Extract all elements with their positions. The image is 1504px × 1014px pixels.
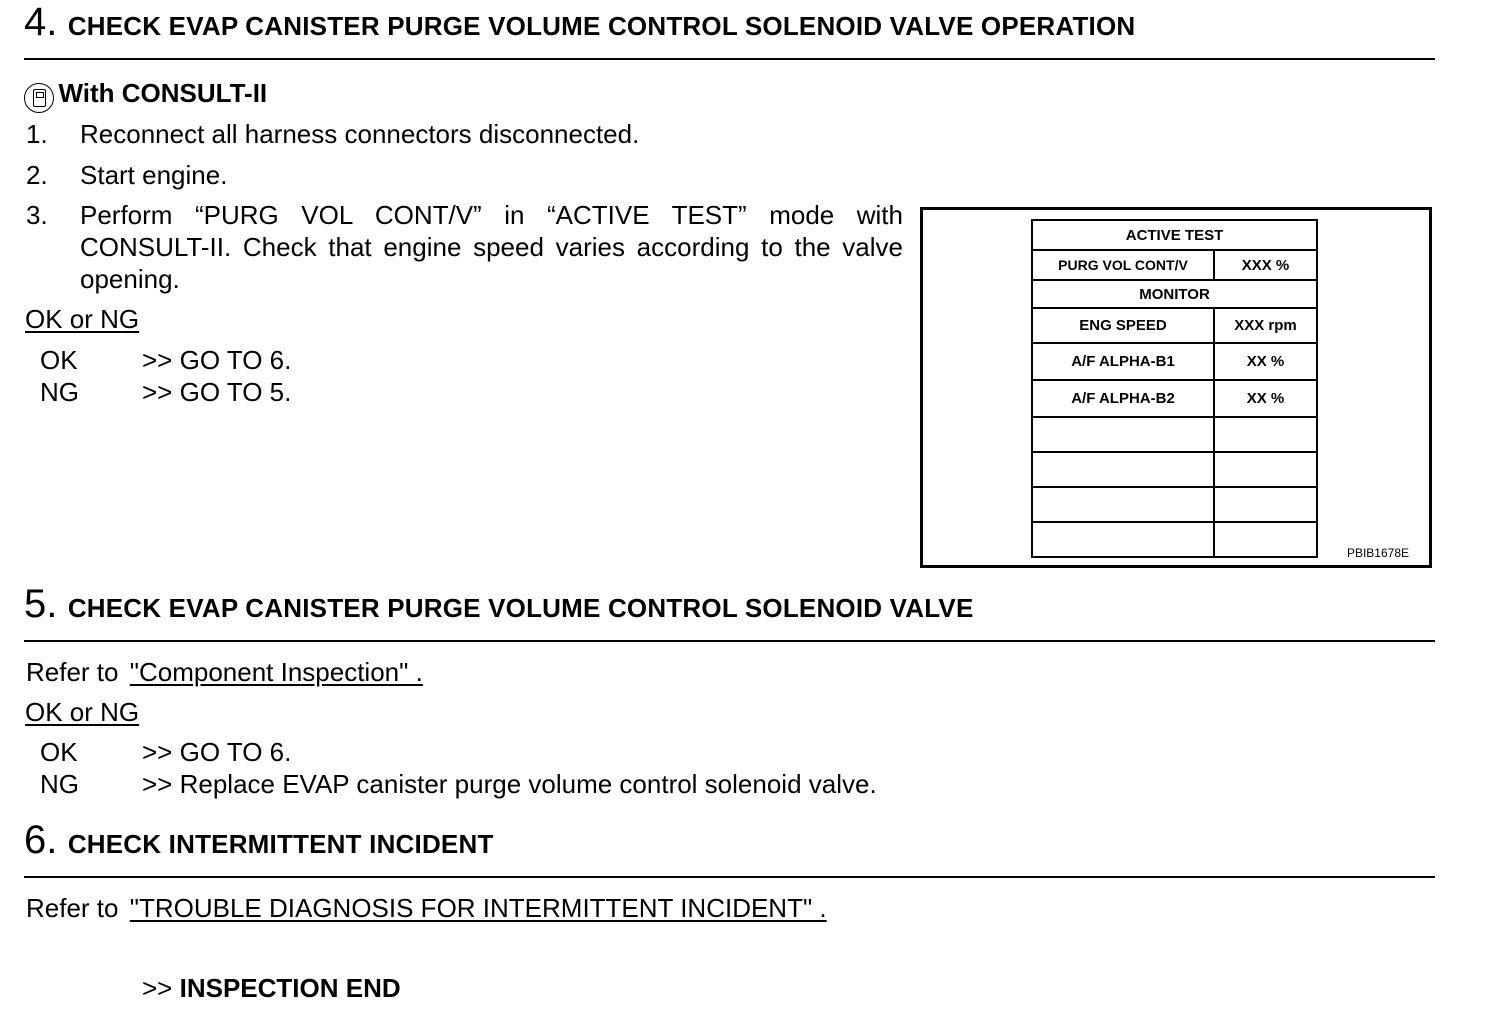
ok-label: OK	[40, 345, 78, 375]
refer-prefix: Refer to	[26, 657, 119, 687]
ng-result-row	[40, 376, 291, 408]
step-5-rule	[24, 640, 1435, 642]
test-item-cell: PURG VOL CONT/V	[1032, 250, 1214, 280]
test-value-cell: XXX %	[1214, 250, 1317, 280]
refer-prefix: Refer to	[26, 893, 119, 923]
item-number: 1.	[26, 119, 48, 149]
empty-cell	[1032, 417, 1214, 452]
trouble-diagnosis-link[interactable]: "TROUBLE DIAGNOSIS FOR INTERMITTENT INCIDENT" .	[129, 893, 827, 923]
with-consult-label: With CONSULT-II	[58, 78, 268, 108]
empty-cell	[1214, 417, 1317, 452]
step-title: CHECK INTERMITTENT INCIDENT	[67, 829, 494, 859]
monitor-value: XX %	[1214, 380, 1317, 417]
step-6-refer	[26, 892, 827, 924]
monitor-header: MONITOR	[1032, 280, 1317, 308]
step-6-rule	[24, 876, 1435, 878]
step-4-item-1	[26, 118, 639, 150]
ok-label: OK	[40, 737, 78, 767]
monitor-label: ENG SPEED	[1032, 308, 1214, 343]
ng-result-row	[40, 768, 877, 800]
inspection-end	[142, 972, 401, 1004]
step-number: 4.	[24, 0, 58, 44]
item-number: 2.	[26, 160, 48, 190]
end-text: INSPECTION END	[179, 973, 401, 1003]
empty-cell	[1214, 522, 1317, 557]
empty-cell	[1032, 487, 1214, 522]
consult-tester-icon	[24, 83, 54, 113]
with-consult-header	[24, 78, 267, 113]
ok-result-row	[40, 344, 291, 376]
step-6-heading	[24, 820, 494, 860]
step-number: 5.	[24, 582, 58, 626]
ok-or-ng-label: OK or NG	[25, 697, 140, 727]
step-4-rule	[24, 58, 1435, 60]
monitor-value: XX %	[1214, 343, 1317, 380]
step-4-item-3-text: Perform “PURG VOL CONT/V” in “ACTIVE TEST” mode with CONSULT-II. Check that engine speed varies according to the valve opening.	[80, 200, 903, 294]
ng-action: >> Replace EVAP canister purge volume control solenoid valve.	[142, 769, 877, 799]
monitor-value: XXX rpm	[1214, 308, 1317, 343]
monitor-label: A/F ALPHA-B1	[1032, 343, 1214, 380]
ok-result-row	[40, 736, 291, 768]
active-test-table	[1031, 219, 1318, 558]
step-4-item-2	[26, 159, 227, 191]
component-inspection-link[interactable]: "Component Inspection" .	[129, 657, 423, 687]
consult-screen-figure	[920, 207, 1432, 568]
figure-code: PBIB1678E	[1346, 546, 1409, 560]
step-title: CHECK EVAP CANISTER PURGE VOLUME CONTROL SOLENOID VALVE	[67, 593, 974, 623]
ng-label: NG	[40, 377, 79, 407]
item-text: Start engine.	[80, 160, 228, 190]
step-number: 6.	[24, 818, 58, 862]
empty-cell	[1214, 487, 1317, 522]
ok-or-ng-label: OK or NG	[25, 304, 140, 334]
step-5-refer	[26, 656, 423, 688]
ok-action: >> GO TO 6.	[142, 737, 292, 767]
step-5-heading	[24, 584, 974, 624]
empty-cell	[1032, 522, 1214, 557]
ng-label: NG	[40, 769, 79, 799]
active-test-header: ACTIVE TEST	[1032, 220, 1317, 250]
step-title: CHECK EVAP CANISTER PURGE VOLUME CONTROL SOLENOID VALVE OPERATION	[67, 11, 1136, 41]
ok-action: >> GO TO 6.	[142, 345, 292, 375]
ng-action: >> GO TO 5.	[142, 377, 292, 407]
monitor-label: A/F ALPHA-B2	[1032, 380, 1214, 417]
item-text: Reconnect all harness connectors disconnected.	[80, 119, 640, 149]
step-4-item-3-number: 3.	[26, 200, 48, 230]
empty-cell	[1032, 452, 1214, 487]
empty-cell	[1214, 452, 1317, 487]
end-prefix: >>	[142, 973, 173, 1003]
step-4-heading	[24, 2, 1135, 42]
